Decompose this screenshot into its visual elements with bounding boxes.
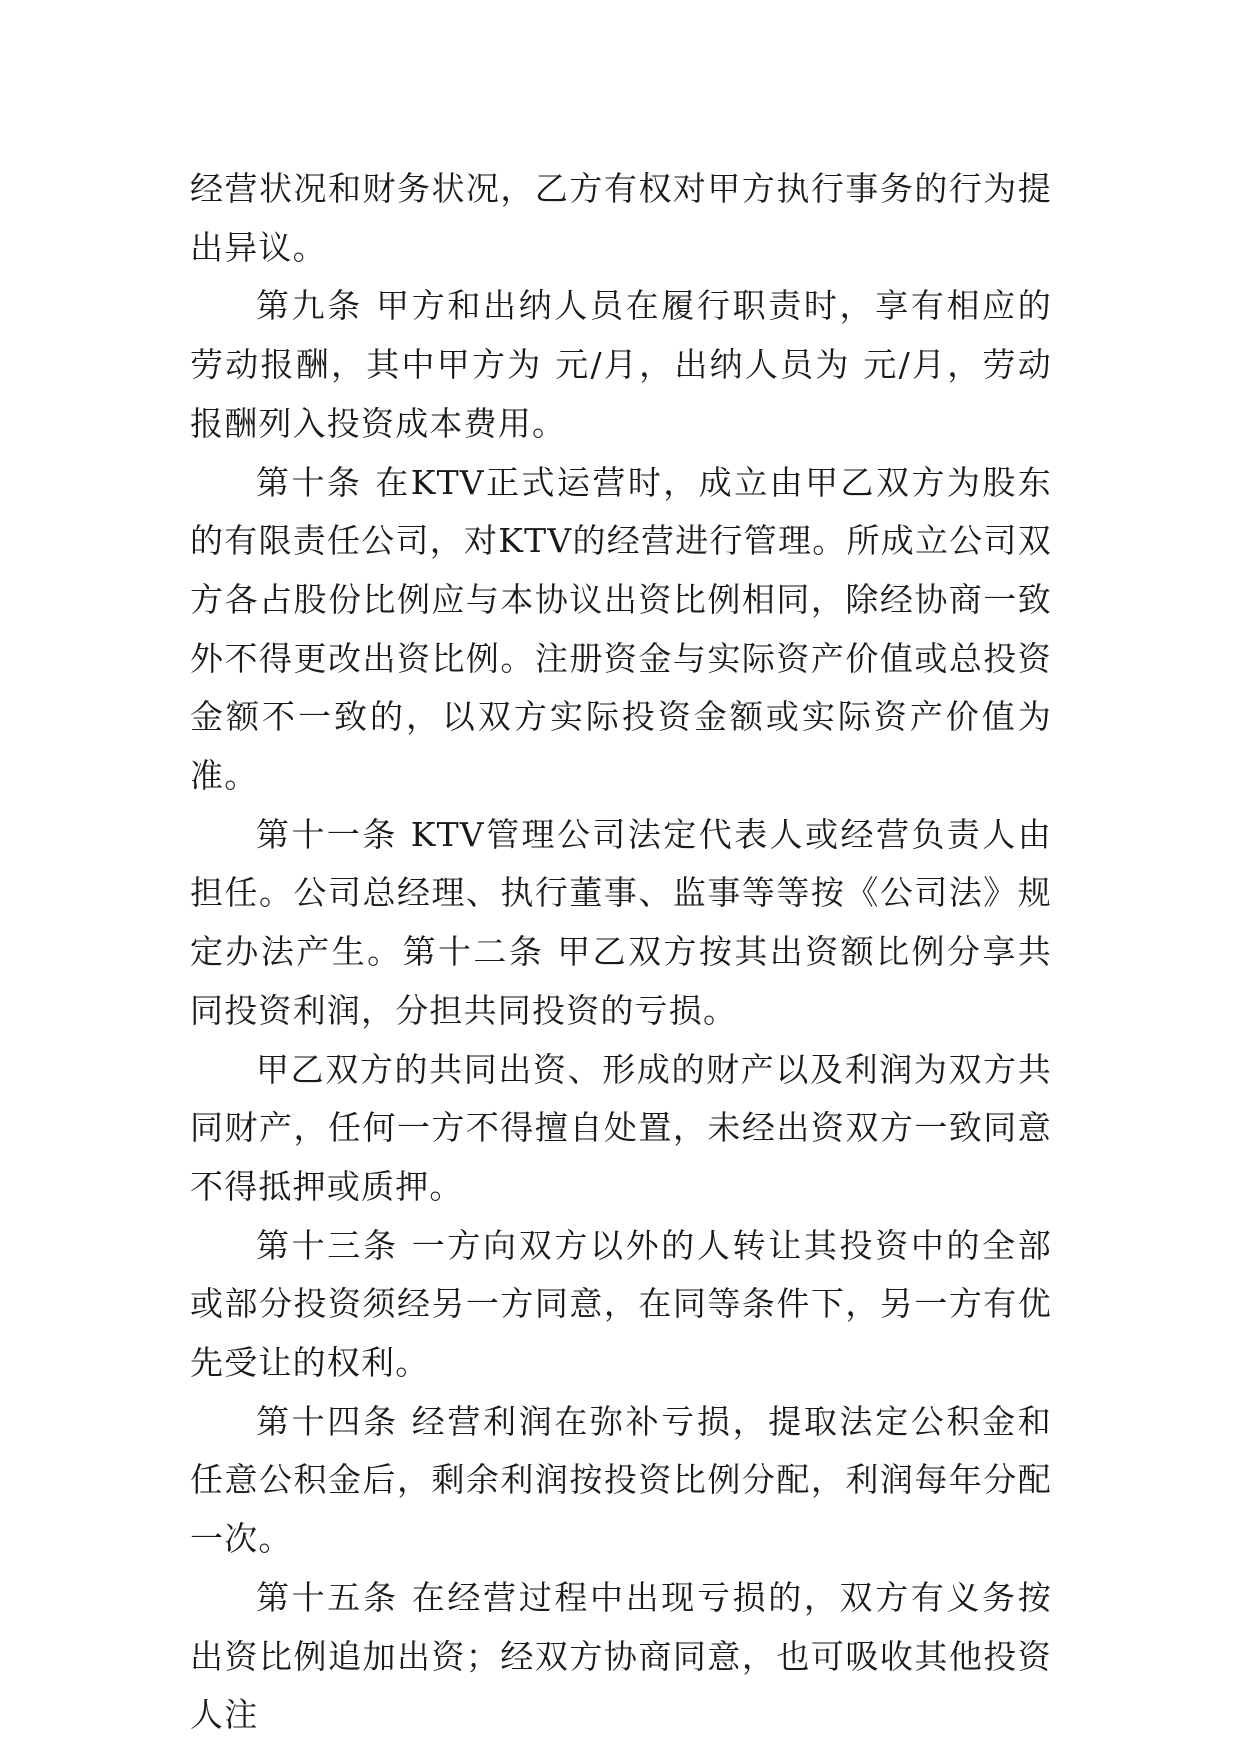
document-body <box>190 160 1052 1745</box>
paragraph-article-15: 第十五条 在经营过程中出现亏损的，双方有义务按出资比例追加出资；经双方协商同意，也可吸收其他投资人注 <box>190 1577 1052 1735</box>
paragraph-article-13: 第十三条 一方向双方以外的人转让其投资中的全部或部分投资须经另一方同意，在同等条件下，另一方有优先受让的权利。 <box>190 1225 1052 1383</box>
paragraph-joint-property: 甲乙双方的共同出资、形成的财产以及利润为双方共同财产，任何一方不得擅自处置，未经出资双方一致同意不得抵押或质押。 <box>190 1049 1052 1206</box>
paragraph-article-14: 第十四条 经营利润在弥补亏损，提取法定公积金和任意公积金后，剩余利润按投资比例分配，利润每年分配一次。 <box>190 1401 1052 1559</box>
paragraph-continuation: 经营状况和财务状况，乙方有权对甲方执行事务的行为提出异议。 <box>190 169 1052 267</box>
paragraph-article-11-12: 第十一条 KTV管理公司法定代表人或经营负责人由担任。公司总经理、执行董事、监事等等按《公司法》规定办法产生。第十二条 甲乙双方按其出资额比例分享共同投资利润，分担共同投资的亏损。 <box>190 814 1052 1030</box>
paragraph-article-10: 第十条 在KTV正式运营时，成立由甲乙双方为股东的有限责任公司，对KTV的经营进行管理。所成立公司双方各占股份比例应与本协议出资比例相同，除经协商一致外不得更改出资比例。注册资金与实际资产价值或总投资金额不一致的，以双方实际投资金额或实际资产价值为准。 <box>190 462 1052 796</box>
paragraph-article-9: 第九条 甲方和出纳人员在履行职责时，享有相应的劳动报酬，其中甲方为 元/月，出纳人员为 元/月，劳动报酬列入投资成本费用。 <box>190 286 1052 443</box>
